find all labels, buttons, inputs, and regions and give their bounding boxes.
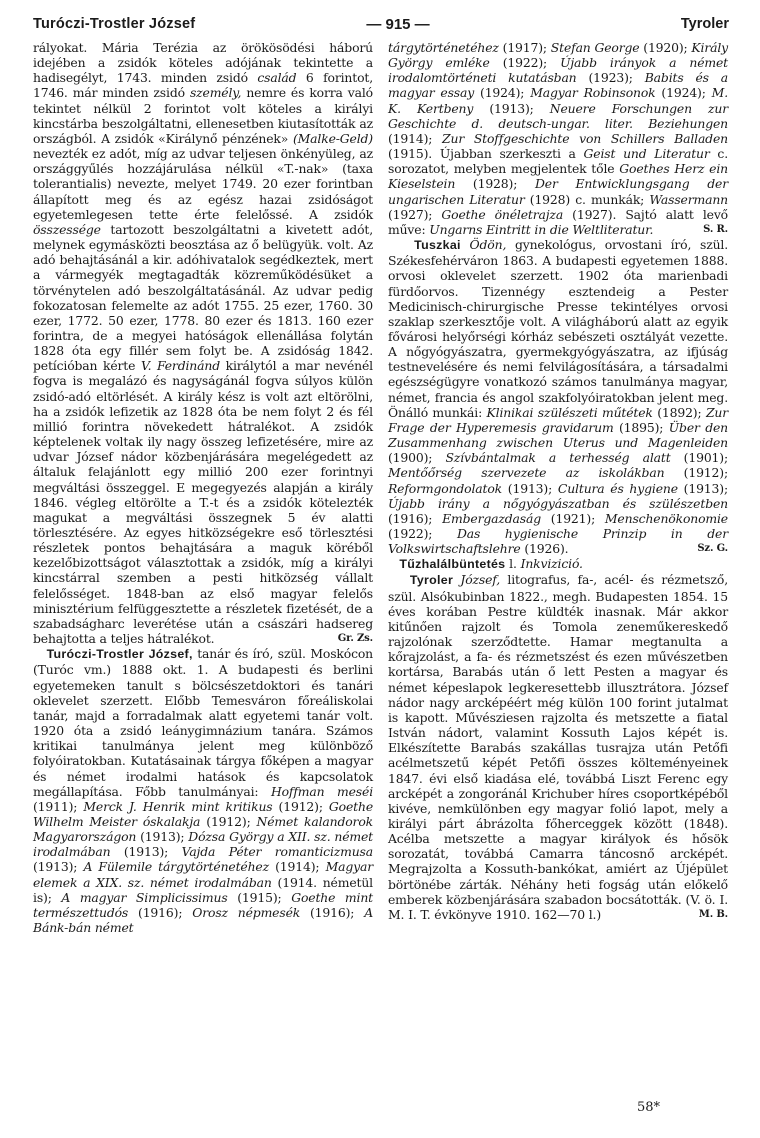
author-signature: M. B. [698,908,728,920]
entry-text: (1913); [502,480,558,496]
work-title: Babits és a magyar essay [388,70,729,101]
emphasis-text: V. Ferdinánd [140,358,220,374]
header-left-guideword: Turóczi-Trostler József [33,16,196,32]
work-title: Embergazdaság [442,510,541,526]
entry-text: litografus, fa-, acél- és rézmetsző, szül. Alsókubinban 1822., megh. Budapesten 1854. 15 éves korában Pestre küldték inasnak. Már akkor kitűnően rajzolt és Tomola zeneműkereskedő rajzolónak szerződtette. Hamar megtanulta a kőrajzolást, a fa- és rézmetszést és ezen művészetben kortársa, Barabás után ő lett Pesten a magyar és német képeslapok legkeresettebb illusztrátora. József nádor nagy arcképéért még külön 100 forint jutalmat is kapott. Művésziesen rajzolta és metszette a fiatal István nádort, valamint Kossuth Lajos képét is. Elkészítette Barabás szakállas tusrajza után Petőfi acélmetszetű képét Petőfi összes költeményeinek 1847. évi első kiadása elé, továbbá Liszt Ferenc egy arcképét a zongoránál Krichuber híres csoportképéből kivéve, nemkülönben egy magyar folió lapot, mely a királyi párt ábrázolta főherceggek között (1848). Acélba metszette a magyar királyok és hősök sorozatát, továbbá Camarra táncosnő arcképét. Megrajzolta a Kossuth-bankókat, amiért az Újépület börtönébe zárták. Néhány heti fogság után előkelő emberek közbenjárására szabadon bocsátották. (V. ö. I. M. I. T. évkönyve 1910. 162—70 l.) [388,572,728,922]
entry-text: (1911); [33,798,84,814]
entry-text: gynekológus, orvostani író, szül. Székesfehérváron 1863. A budapesti egyetemen 1888. orvosi oklevelet szerzett. 1902 óta marienbadi fürdőorvos. Tizennégy esztendeig a Pester Medicinisch-chirurgische Presse tekintélyes orvosi szaklap szerkesztője volt. A világháború alatt az egyik fővárosi helyőrségi kórház sebészeti osztályát vezette. A nőgyógyászatra, gyermekgyógyászatra, az ifjúság testnevelésére és nemi felvilágosítására, a társadalmi egészségügyre vonatkozó számos tanulmánya magyar, német, francia és angol szakfolyóiratokban jelent meg. Önálló munkái: [388,237,728,420]
left-column [33,40,373,935]
sheet-signature-mark: 58* [636,1100,660,1115]
entry-text: (1916); [388,510,443,526]
entry-text: (1913); [110,844,182,860]
entry-text: (1927); [388,206,442,222]
entry-text: (1901); [670,450,728,466]
work-title: A magyar Simplicissimus [61,889,228,905]
entry-turoczi-trostler-continuation [388,40,728,237]
entry-text: tanár és író, szül. Moskócon (Turóc vm.) 1888 okt. 1. A budapesti és berlini egyetemeken tanult s bölcsészetdoktori és tanári oklevelet szerzett. Előbb Temesváron főreáliskolai tanár, majd a forradalmak alatt egyetemi tanár volt. 1920 óta a zsidó leánygimnázium tanára. Számos kritikai tanulmánya jelent meg különböző folyóiratokban. Kutatásainak tárgya főképen a magyar és német irodalmi hatások és kapcsolatok megállapítása. Főbb tanulmányai: [33,646,373,799]
work-title: Neuere Forschungen zur Geschichte d. deutsch-ungar. liter. Beziehungen [388,100,728,131]
entry-text: nevezték ez adót, míg az udvar teljesen önkényüleg, az országgyűlés hozzájárulása nélkül «T.-nak» (taxa tolerantialis) nevezte, melyet 1749. 20 ezer forintban állapított meg és az egész hazai zsidóságot egyetemlegesen tette érte felelőssé. A zsidók [33,146,373,222]
entry-tuzhalalbuntetes [388,556,728,572]
entry-text: (1912); [272,798,329,814]
emphasis-text: összessége [33,221,101,237]
entry-headword: Tyroler [409,573,454,588]
entry-headword: Tuszkai [414,238,461,253]
work-title: Klinikai szülészeti műtétek [486,404,653,420]
entry-text: (1900); [388,450,446,466]
work-title: Német kalandorok Magyarországon [33,813,373,845]
entry-text: 6 forintot, 1746. már minden zsidó [33,70,373,101]
page-number: — 915 — [366,16,430,33]
entry-given-name: József, [460,572,501,588]
entry-text: (1927). Sajtó alatt levő műve: [388,206,728,237]
entry-given-name: Ödön, [469,237,507,253]
work-title: Magyar elemek a XIX. sz. német irodalmában [33,859,373,890]
entry-text: (1912); [664,465,728,481]
entry-text: (1916); [128,904,193,920]
work-title: Goethe Wilhelm Meister óskalakja [33,798,374,829]
entry-text: (1920); [639,40,692,55]
entry-text: (1915); [227,889,292,905]
work-title: Merck J. Henrik mint kritikus [83,798,273,814]
author-signature: S. R. [703,223,728,235]
entry-text: (1921); [541,510,605,526]
work-title: tárgytörténetéhez [388,40,499,55]
entry-text: c. sorozatot, melyben megjelentek tőle [388,146,728,177]
work-title: Geist und Literatur [583,146,710,162]
work-title: Hoffman meséi [270,783,374,799]
entry-text: (1914. németül is); [33,874,373,905]
author-signature: Sz. G. [697,543,728,555]
emphasis-text: család [257,70,297,86]
work-title: Ungarns Eintritt in die Weltliteratur. [429,221,654,237]
work-title: Über den Zusammenhang zwischen Uterus und Magenleiden [388,419,729,451]
work-title: Goethe önéletrajza [441,206,564,222]
work-title: Cultura és hygiene [557,480,678,496]
work-title: Vajda Péter romanticizmusa [181,844,374,860]
work-title: Szívbántalmak a terhesség alatt [445,450,671,466]
work-title: Király György emléke [388,40,728,71]
entry-text: (1915). Újabban szerkeszti a [388,146,584,162]
work-title: Mentőőrség szervezete az iskolákban [388,465,665,481]
entry-text: (1926). [520,541,569,557]
cross-reference: Inkvizició. [520,556,583,572]
work-title: Reformgondolatok [388,480,503,496]
entry-tyroler [388,572,728,922]
work-title: A Fülemile tárgytörténetéhez [83,859,269,875]
entry-tuszkai [388,237,728,556]
author-signature: Gr. Zs. [337,633,373,645]
work-title: Zur Frage der Hyperemesis gravidarum [388,404,728,435]
entry-text: (1924); [655,85,712,101]
work-title: Újabb irány a nőgyógyászatban és szülészetben [388,495,728,511]
entry-text: (1895); [613,419,669,435]
emphasis-text: (Malke-Geld) [292,130,373,146]
entry-text: (1928); [455,176,535,192]
entry-text: (1923); [576,70,645,86]
work-title: Das hygienische Prinzip in der Volkswirtschaftslehre [388,526,728,557]
work-title: Dózsa György a XII. sz. német irodalmában [33,829,374,860]
work-title: A Bánk-bán német [33,904,374,936]
entry-headword: Tűzhalálbüntetés [399,557,506,572]
work-title: Orosz népmesék [192,904,301,920]
entry-text: (1922); [388,526,457,541]
entry-text: (1912); [200,813,257,829]
work-title: Menschenökonomie [604,510,728,526]
entry-text: (1913); [136,829,189,845]
work-title: Zur Stoffgeschichte von Schillers Balladen [442,130,728,146]
right-column [388,40,728,922]
entry-text: (1914); [269,859,326,875]
entry-text: tartozott beszolgáltatni a kivetett adót, melynek egymásközti beosztása az ő belügyük. volt. Az adó behajtásánál a kir. adóhivatalok segédkeztek, mert a vármegyék megtagadták közreműködésüket a törvénytelen adó beszolgáltatásánál. Az udvar pedig fokozatosan felemelte az adót 1755. 25 ezer, 1760. 30 ezer, 1772. 50 ezer, 1778. 80 ezer és 1813. 160 ezer forintra, de a megyei hatóságok ellenállása folytán 1828 óta egy fillér sem folyt be. A zsidóság 1842. petícióban kérte [33,221,373,374]
entry-text: (1922); [489,55,561,71]
tolerance-tax-entry-continuation [33,40,373,646]
entry-text: királytól a mar nevénél fogva is megalázó és nagyságánál fogva súlyos külön zsidó-adó eltörlését. A király kész is volt azt eltörölni, ha a zsidók lefizetik az 1828 óta be nem folyt 2 és fél millió forintra növekedett hátralékot. A zsidók képtelenek voltak ily nagy összeg lefizetésére, mire az udvar József nádor közbenjárására megelégedett az általuk felajánlott egy millió 200 ezer forintnyi megváltási összeggel. E megegyezés alapján a király 1846. végleg eltörölte a T.-t és a zsidók kötelezték magukat a megváltási összegnek 5 év alatti törlesztésére. Az egyes hitközségekre eső törlesztési részletek pontos behajtására a maguk köréből kezelőbizottságot választottak a zsidók, míg a királyi kincstárral szemben a pesti hitközség vállalt felelősséget. 1848-ban az első magyar felelős minisztérium felfüggesztette a részletek fizetését, de a szabadságharc leverétése után a császári hadsereg behajtotta a teljes hátralékot. [33,358,373,647]
work-title: Újabb irányok a német irodalomtörténeti kutatásban [388,55,729,86]
work-title: Der Entwicklungsgang der ungarischen Literatur [388,176,729,207]
running-header [33,10,729,36]
entry-headword: Turóczi-Trostler József, [46,647,193,662]
work-title: Goethes Herz ein Kieselstein [388,161,729,192]
work-title: Magyar Robinsonok [530,85,656,101]
work-title: M. K. Kertbeny [388,85,728,116]
entry-text: (1924); [474,85,531,101]
header-right-guideword: Tyroler [680,16,729,32]
entry-text: nemre és korra való tekintet nélkül 2 forintot volt köteles a királyi kincstárba beszolgáltatni, ellenesetben kiutasították az országból. A zsidók «Királynő pénzének» [33,85,373,146]
entry-text: (1913); [33,859,84,875]
entry-text: (1892); [652,404,706,420]
entry-text: (1916); [300,904,365,920]
entry-text: (1913); [677,480,728,496]
entry-text: (1917); [498,40,551,55]
work-title: Goethe mint természettudós [33,889,374,920]
entry-text: (1914); [388,130,443,146]
entry-turoczi-trostler [33,646,373,935]
entry-text: (1913); [473,100,550,116]
entry-text: rályokat. Mária Terézia az örökösödési háború idejében a zsidók köteles adójának tekintette a hadisegélyt, 1743. minden zsidó [33,40,373,86]
entry-text: (1928) c. munkák; [524,191,650,207]
entry-text: l. [505,556,521,572]
work-title: Stefan George [550,40,640,55]
work-title: Wassermann [649,191,728,207]
emphasis-text: személy, [189,85,242,101]
